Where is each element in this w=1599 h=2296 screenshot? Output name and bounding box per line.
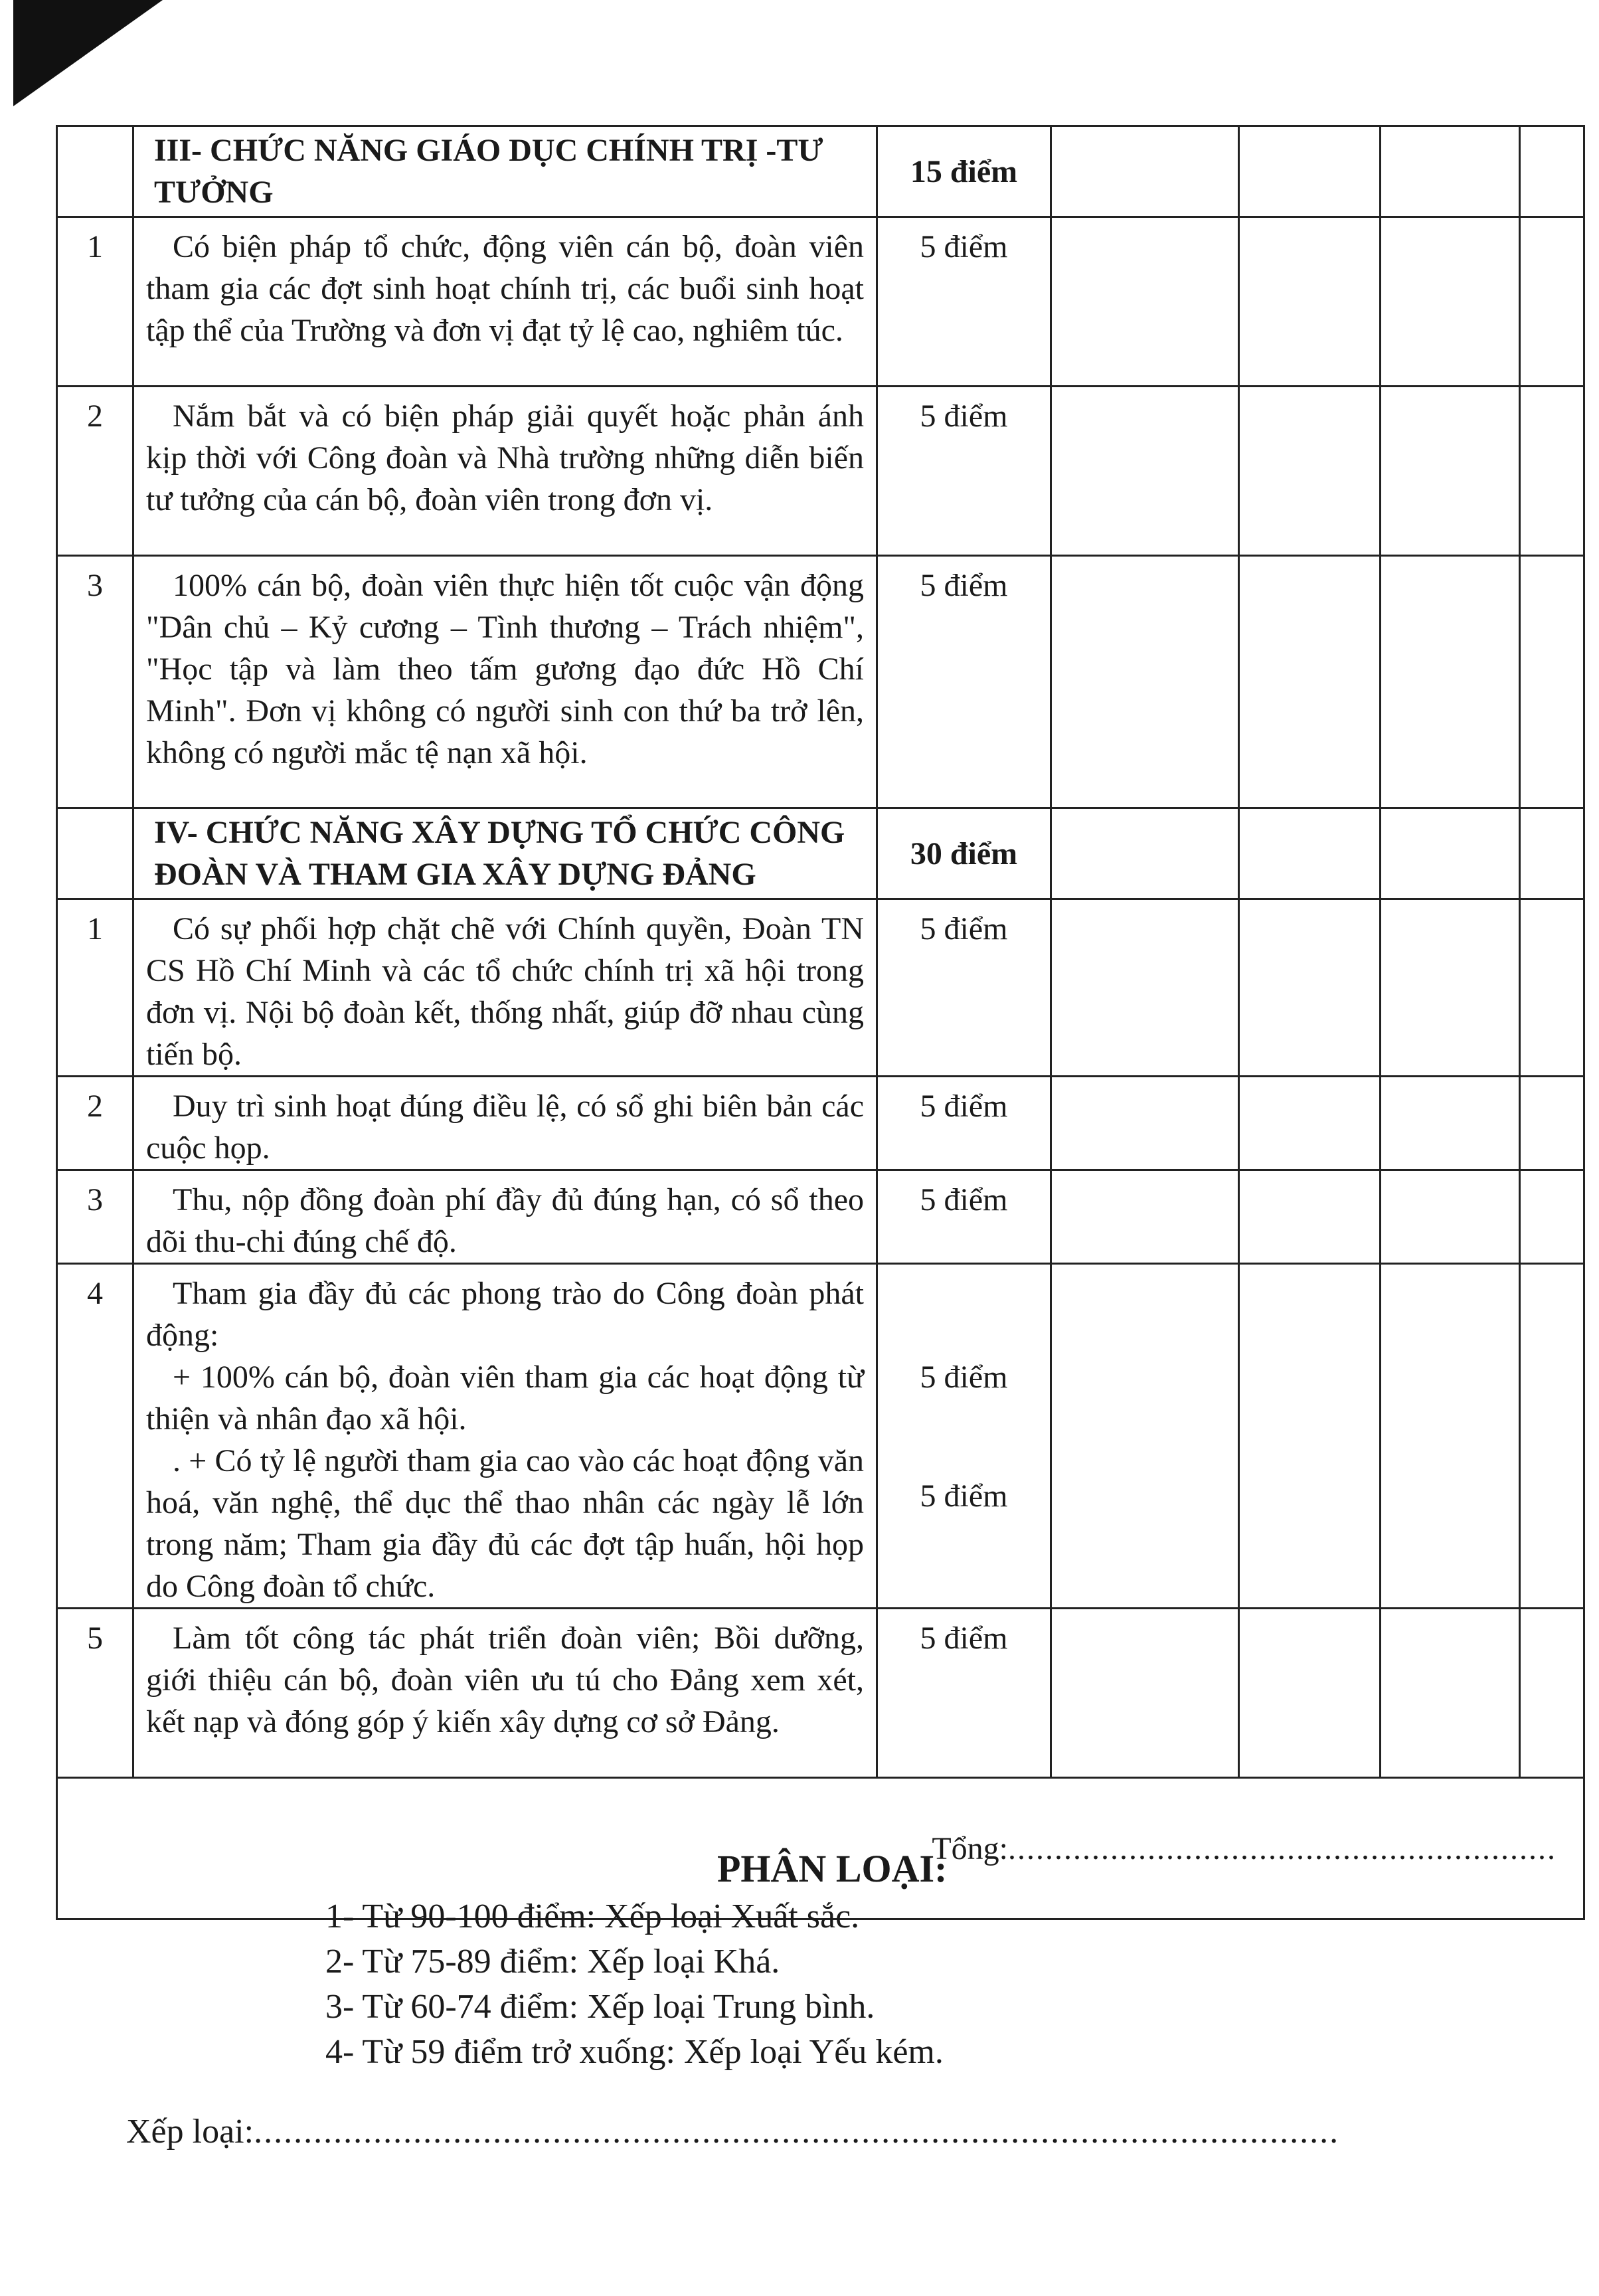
blank-cell[interactable] — [1381, 1264, 1520, 1609]
criterion-number: 4 — [57, 1264, 133, 1609]
classification-list — [325, 1894, 944, 2075]
criterion-text-cell — [133, 1609, 877, 1778]
blank-cell[interactable] — [1051, 387, 1239, 556]
blank-cell[interactable] — [1520, 1264, 1584, 1609]
blank-cell[interactable] — [1381, 556, 1520, 808]
blank-cell[interactable] — [1239, 217, 1381, 387]
blank-cell[interactable] — [1520, 808, 1584, 899]
criterion-text: Thu, nộp đồng đoàn phí đầy đủ đúng hạn, có sổ theo dõi thu-chi đúng chế độ. — [146, 1182, 864, 1259]
criterion-text: Duy trì sinh hoạt đúng điều lệ, có sổ ghi biên bản các cuộc họp. — [146, 1089, 864, 1166]
blank-cell[interactable] — [1520, 1077, 1584, 1170]
blank-cell[interactable] — [1051, 1609, 1239, 1778]
criterion-row — [57, 899, 1584, 1077]
blank-cell[interactable] — [1051, 899, 1239, 1077]
rank-label: Xếp loại: — [126, 2113, 254, 2151]
section-title: IV- CHỨC NĂNG XÂY DỰNG TỔ CHỨC CÔNG ĐOÀN VÀ THAM GIA XÂY DỰNG ĐẢNG — [133, 808, 877, 899]
rank-dots: ............................................................................................................. — [254, 2113, 1340, 2151]
criterion-row — [57, 1170, 1584, 1264]
blank-cell[interactable] — [1520, 126, 1584, 217]
criterion-score: 5 điểm — [877, 217, 1051, 387]
criterion-row — [57, 387, 1584, 556]
criterion-row — [57, 1264, 1584, 1609]
blank-cell[interactable] — [1051, 1077, 1239, 1170]
criterion-text-cell — [133, 1170, 877, 1264]
criterion-row — [57, 556, 1584, 808]
blank-cell[interactable] — [1520, 1609, 1584, 1778]
stt-cell — [57, 808, 133, 899]
section-title: III- CHỨC NĂNG GIÁO DỤC CHÍNH TRỊ -TƯ TƯỞNG — [133, 126, 877, 217]
criterion-score: 5 điểm — [877, 1609, 1051, 1778]
criterion-number: 2 — [57, 387, 133, 556]
section-header-row — [57, 808, 1584, 899]
corner-mark — [13, 0, 163, 106]
criterion-row — [57, 1077, 1584, 1170]
blank-cell[interactable] — [1239, 1077, 1381, 1170]
sub-criterion-text: + 100% cán bộ, đoàn viên tham gia các hoạt động từ thiện và nhân đạo xã hội. — [146, 1360, 864, 1437]
criterion-text-cell — [133, 899, 877, 1077]
blank-cell[interactable] — [1239, 387, 1381, 556]
criterion-score-cell — [877, 1264, 1051, 1609]
blank-cell[interactable] — [1239, 1170, 1381, 1264]
classification-item: 3- Từ 60-74 điểm: Xếp loại Trung bình. — [325, 1988, 875, 2026]
criterion-text: Nắm bắt và có biện pháp giải quyết hoặc phản ánh kịp thời với Công đoàn và Nhà trường những diễn biến tư tưởng của cán bộ, đoàn viên trong đơn vị. — [146, 398, 864, 517]
criterion-score: 5 điểm — [877, 1170, 1051, 1264]
criterion-row — [57, 1609, 1584, 1778]
criterion-text-cell — [133, 556, 877, 808]
blank-cell[interactable] — [1239, 556, 1381, 808]
classification-item: 2- Từ 75-89 điểm: Xếp loại Khá. — [325, 1943, 780, 1981]
criterion-text: Có biện pháp tổ chức, động viên cán bộ, đoàn viên tham gia các đợt sinh hoạt chính trị, các buổi sinh hoạt tập thể của Trường và đơn vị đạt tỷ lệ cao, nghiêm túc. — [146, 229, 864, 348]
blank-cell[interactable] — [1239, 1264, 1381, 1609]
blank-cell[interactable] — [1520, 556, 1584, 808]
criterion-text: 100% cán bộ, đoàn viên thực hiện tốt cuộc vận động "Dân chủ – Kỷ cương – Tình thương – Trách nhiệm", "Học tập và làm theo tấm gương đạo đức Hồ Chí Minh". Đơn vị không có người sinh con thứ ba trở lên, không có người mắc tệ nạn xã hội. — [146, 568, 864, 770]
criterion-number: 1 — [57, 899, 133, 1077]
criterion-score: 5 điểm — [877, 1077, 1051, 1170]
classification-heading: PHÂN LOẠI: — [717, 1847, 948, 1890]
blank-cell[interactable] — [1381, 1609, 1520, 1778]
blank-cell[interactable] — [1381, 217, 1520, 387]
criterion-number: 1 — [57, 217, 133, 387]
blank-cell[interactable] — [1381, 1170, 1520, 1264]
blank-cell[interactable] — [1520, 217, 1584, 387]
blank-cell[interactable] — [1381, 387, 1520, 556]
total-label: Tổng: — [932, 1830, 1008, 1866]
sub-criterion-score: 5 điểm — [920, 1478, 1008, 1514]
blank-cell[interactable] — [1520, 899, 1584, 1077]
criterion-score: 5 điểm — [877, 556, 1051, 808]
total-dots: ........................................................... — [1008, 1830, 1557, 1866]
blank-cell[interactable] — [1051, 217, 1239, 387]
sub-criterion-text: . + Có tỷ lệ người tham gia cao vào các hoạt động văn hoá, văn nghệ, thể dục thể thao nhân các ngày lễ lớn trong năm; Tham gia đầy đủ các đợt tập huấn, hội họp do Công đoàn tổ chức. — [146, 1443, 864, 1604]
criterion-number: 2 — [57, 1077, 133, 1170]
criterion-number: 5 — [57, 1609, 133, 1778]
blank-cell[interactable] — [1381, 899, 1520, 1077]
section-header-row — [57, 126, 1584, 217]
criterion-text: Có sự phối hợp chặt chẽ với Chính quyền, Đoàn TN CS Hồ Chí Minh và các tổ chức chính trị xã hội trong đơn vị. Nội bộ đoàn kết, thống nhất, giúp đỡ nhau cùng tiến bộ. — [146, 911, 864, 1072]
blank-cell[interactable] — [1051, 808, 1239, 899]
criterion-row — [57, 217, 1584, 387]
blank-cell[interactable] — [1520, 1170, 1584, 1264]
stt-cell — [57, 126, 133, 217]
classification-item: 4- Từ 59 điểm trở xuống: Xếp loại Yếu kém. — [325, 2033, 944, 2071]
rank-line[interactable] — [126, 2112, 1339, 2151]
criterion-text-cell — [133, 217, 877, 387]
criterion-score: 5 điểm — [877, 387, 1051, 556]
blank-cell[interactable] — [1381, 1077, 1520, 1170]
blank-cell[interactable] — [1239, 1609, 1381, 1778]
criterion-text: Làm tốt công tác phát triển đoàn viên; Bồi dưỡng, giới thiệu cán bộ, đoàn viên ưu tú cho Đảng xem xét, kết nạp và đóng góp ý kiến xây dựng cơ sở Đảng. — [146, 1621, 864, 1739]
section-score: 15 điểm — [877, 126, 1051, 217]
blank-cell[interactable] — [1239, 126, 1381, 217]
blank-cell[interactable] — [1381, 808, 1520, 899]
criterion-text-cell — [133, 1264, 877, 1609]
blank-cell[interactable] — [1239, 808, 1381, 899]
criterion-score: 5 điểm — [877, 899, 1051, 1077]
criterion-number: 3 — [57, 1170, 133, 1264]
blank-cell[interactable] — [1051, 556, 1239, 808]
scoring-table — [56, 125, 1585, 1920]
criterion-text-cell — [133, 1077, 877, 1170]
criterion-number: 3 — [57, 556, 133, 808]
blank-cell[interactable] — [1051, 1170, 1239, 1264]
blank-cell[interactable] — [1520, 387, 1584, 556]
blank-cell[interactable] — [1051, 1264, 1239, 1609]
sub-criterion-score: 5 điểm — [920, 1360, 1008, 1395]
criterion-text-cell — [133, 387, 877, 556]
criterion-text: Tham gia đầy đủ các phong trào do Công đoàn phát động: — [146, 1276, 864, 1353]
blank-cell[interactable] — [1381, 126, 1520, 217]
blank-cell[interactable] — [1051, 126, 1239, 217]
classification-item: 1- Từ 90-100 điểm: Xếp loại Xuất sắc. — [325, 1898, 860, 1935]
section-score: 30 điểm — [877, 808, 1051, 899]
blank-cell[interactable] — [1239, 899, 1381, 1077]
